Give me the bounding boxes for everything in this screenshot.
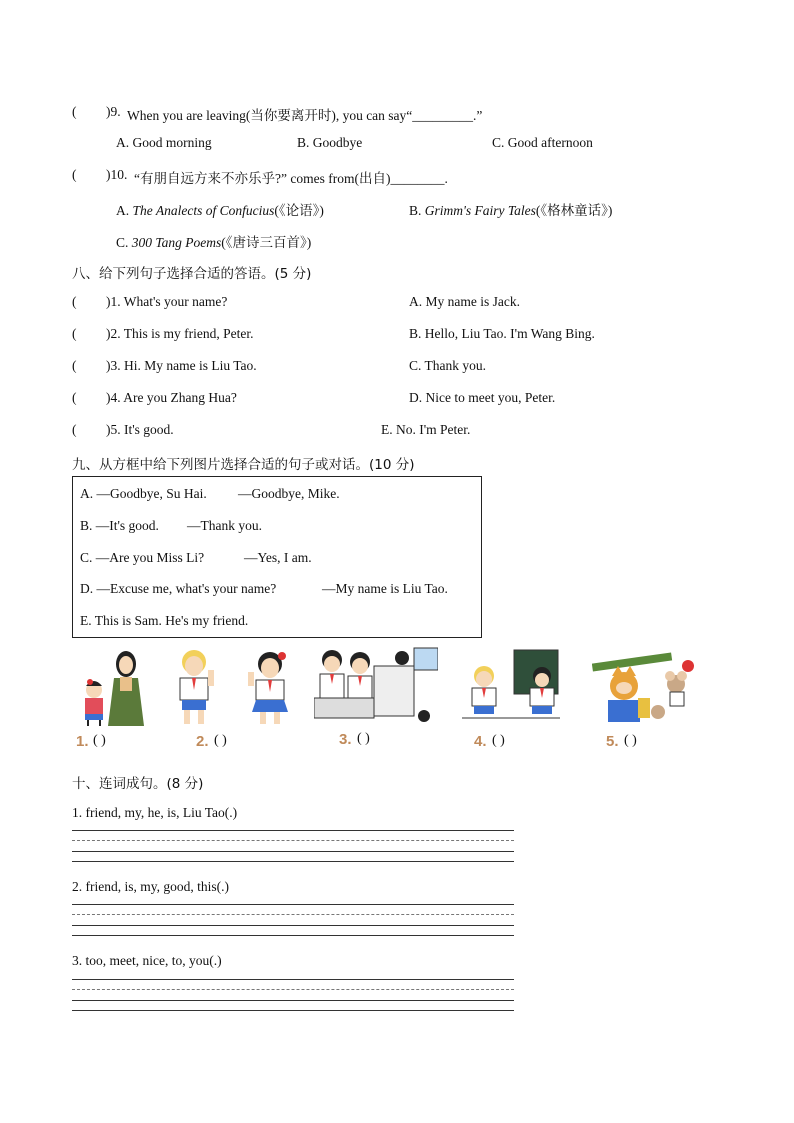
box-line-d: D. —Excuse me, what's your name?	[80, 581, 277, 596]
answer-blank-4[interactable]: ( )	[492, 733, 505, 748]
box-line-c-reply: —Yes, I am.	[244, 550, 312, 565]
picture-6-cat-and-mice	[592, 646, 702, 724]
q10-stem: “有朋自远方来不亦乐乎?” comes from(出自)________.	[134, 171, 448, 186]
section9-title: 九、从方框中给下列图片选择合适的句子或对话。(10 分)	[72, 457, 415, 473]
s8-paren: (	[72, 390, 77, 405]
q10-paren: (	[72, 167, 77, 182]
picture-label-2: 2.	[196, 733, 209, 750]
answer-blank-2[interactable]: ( )	[214, 733, 227, 748]
picture-4-classroom-scene	[314, 646, 438, 724]
q10-number: )10.	[106, 167, 128, 182]
s8-paren: (	[72, 422, 77, 437]
writing-lines-1[interactable]	[72, 830, 514, 864]
s10-prompt-1: 1. friend, my, he, is, Liu Tao(.)	[72, 805, 238, 820]
s8-question: )4. Are you Zhang Hua?	[106, 390, 237, 405]
q9-option-a: A. Good morning	[116, 135, 212, 150]
picture-3-girl-waving	[244, 646, 294, 728]
box-line-e: E. This is Sam. He's my friend.	[80, 613, 249, 628]
q9-option-b: B. Goodbye	[297, 135, 363, 150]
s8-paren: (	[72, 326, 77, 341]
s10-prompt-3: 3. too, meet, nice, to, you(.)	[72, 953, 222, 968]
s10-prompt-2: 2. friend, is, my, good, this(.)	[72, 879, 229, 894]
q9-option-c: C. Good afternoon	[492, 135, 593, 150]
s8-answer: D. Nice to meet you, Peter.	[409, 390, 556, 405]
answer-blank-5[interactable]: ( )	[624, 733, 637, 748]
section8-title: 八、给下列句子选择合适的答语。(5 分)	[72, 266, 312, 282]
picture-label-4: 4.	[474, 733, 487, 750]
q10-option-b: B. Grimm's Fairy Tales(《格林童话》)	[409, 203, 613, 218]
s8-answer: B. Hello, Liu Tao. I'm Wang Bing.	[409, 326, 595, 341]
picture-label-1: 1.	[76, 733, 89, 750]
box-line-a: A. —Goodbye, Su Hai.	[80, 486, 207, 501]
s8-answer: A. My name is Jack.	[409, 294, 520, 309]
section10-title: 十、连词成句。(8 分)	[72, 776, 204, 792]
s8-answer: E. No. I'm Peter.	[381, 422, 471, 437]
answer-blank-3[interactable]: ( )	[357, 731, 370, 746]
s8-question: )5. It's good.	[106, 422, 174, 437]
picture-label-3: 3.	[339, 731, 352, 748]
box-line-b-reply: —Thank you.	[187, 518, 262, 533]
s8-paren: (	[72, 294, 77, 309]
s8-question: )2. This is my friend, Peter.	[106, 326, 254, 341]
box-line-b: B. —It's good.	[80, 518, 159, 533]
box-line-d-reply: —My name is Liu Tao.	[322, 581, 448, 596]
writing-lines-3[interactable]	[72, 979, 514, 1013]
s8-paren: (	[72, 358, 77, 373]
s8-answer: C. Thank you.	[409, 358, 486, 373]
answer-blank-1[interactable]: ( )	[93, 733, 106, 748]
q9-paren: (	[72, 104, 77, 119]
q9-number: )9.	[106, 104, 121, 119]
picture-1-teacher-girl	[76, 646, 150, 728]
picture-5-boys-at-blackboard	[462, 646, 560, 724]
box-line-a-reply: —Goodbye, Mike.	[238, 486, 340, 501]
s8-question: )1. What's your name?	[106, 294, 228, 309]
picture-2-boy-waving	[172, 646, 222, 728]
picture-label-5: 5.	[606, 733, 619, 750]
s8-question: )3. Hi. My name is Liu Tao.	[106, 358, 257, 373]
box-line-c: C. —Are you Miss Li?	[80, 550, 205, 565]
q9-stem: When you are leaving(当你要离开时), you can say“_________.”	[127, 108, 483, 123]
writing-lines-2[interactable]	[72, 904, 514, 938]
q10-option-c: C. 300 Tang Poems(《唐诗三百首》)	[116, 235, 312, 250]
q10-option-a: A. The Analects of Confucius(《论语》)	[116, 203, 324, 218]
